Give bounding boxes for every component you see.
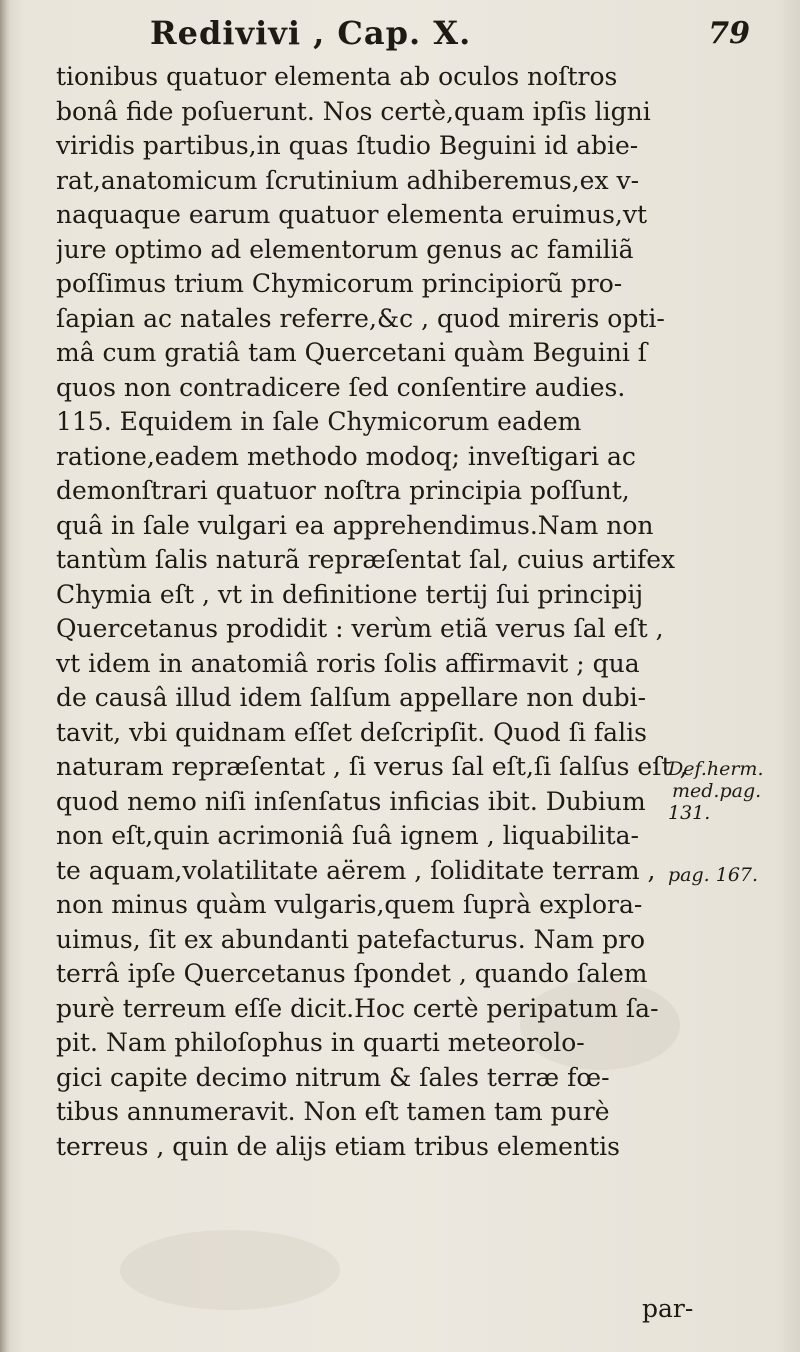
text-line: purè terreum eſſe dicit.Hoc certè peripatum ſa- <box>56 993 659 1023</box>
text-line: Chymia eſt , vt in definitione tertij ſui principij <box>56 579 644 609</box>
margin-note: 131. <box>668 802 711 824</box>
body-text <box>56 60 746 1164</box>
text-line: non minus quàm vulgaris,quem ſuprà explora- <box>56 890 643 919</box>
text-line: viridis partibus,in quas ſtudio Beguini id abie- <box>56 131 639 160</box>
text-line: Quercetanus prodidit : verùm etiã verus ſal eſt , <box>56 614 664 643</box>
running-head: Redivivi , Cap. X. <box>150 14 472 52</box>
margin-note: pag. 167. <box>668 864 759 886</box>
page-gutter <box>0 0 10 1352</box>
text-line: jure optimo ad elementorum genus ac familiã <box>56 234 634 264</box>
page-number: 79 <box>708 16 750 51</box>
text-line: te aquam,volatilitate aërem , ſoliditate terram , <box>56 855 656 885</box>
text-line: de causâ illud idem ſalſum appellare non dubi- <box>56 683 647 712</box>
text-line: mâ cum gratiâ tam Quercetani quàm Beguini ſ <box>56 338 648 367</box>
text-line: pit. Nam philoſophus in quarti meteorolo- <box>56 1028 585 1057</box>
page-header <box>70 14 750 58</box>
text-line: naquaque earum quatuor elementa eruimus,vt <box>56 200 648 229</box>
text-line: rat,anatomicum ſcrutinium adhiberemus,ex v- <box>56 165 640 195</box>
text-line: tionibus quatuor elementa ab oculos noſtros <box>56 62 618 91</box>
text-line: terrâ ipſe Quercetanus ſpondet , quando ſalem <box>56 959 648 988</box>
text-line: 115. Equidem in ſale Chymicorum eadem <box>56 407 582 436</box>
text-line: tantùm ſalis naturã repræſentat ſal, cuius artifex <box>56 545 676 574</box>
text-line: ratione,eadem methodo modoq; inveſtigari ac <box>56 441 636 471</box>
text-line: gici capite decimo nitrum & ſales terræ fœ- <box>56 1062 610 1092</box>
text-line: uimus, ſit ex abundanti patefacturus. Nam pro <box>56 924 646 954</box>
margin-notes <box>668 758 796 886</box>
margin-note: med.pag. <box>672 780 762 802</box>
text-line: naturam repræſentat , ſi verus ſal eſt,ſi ſalſus eſt , <box>56 752 688 781</box>
text-line: tibus annumeravit. Non eſt tamen tam purè <box>56 1097 610 1126</box>
text-line: demonſtrari quatuor noſtra principia poſſunt, <box>56 476 630 505</box>
margin-note: Def.herm. <box>668 758 764 780</box>
text-line: tavit, vbi quidnam eſſet deſcripſit. Quod ſi falis <box>56 717 647 747</box>
catchword: par- <box>642 1294 694 1323</box>
text-line: bonâ fide poſuerunt. Nos certè,quam ipſis ligni <box>56 96 651 126</box>
text-line: quâ in ſale vulgari ea apprehendimus.Nam non <box>56 510 654 540</box>
text-line: poſſimus trium Chymicorum principiorũ pro- <box>56 269 623 298</box>
text-line: non eſt,quin acrimoniâ ſuâ ignem , liquabilita- <box>56 821 639 850</box>
text-line: terreus , quin de alijs etiam tribus elementis <box>56 1131 620 1161</box>
paper-stain <box>120 1230 340 1310</box>
text-line: vt idem in anatomiâ roris ſolis affirmavit ; qua <box>56 648 640 678</box>
text-line: quod nemo niſi inſenſatus inficias ibit. Dubium <box>56 786 646 816</box>
text-line: ſapian ac natales referre,&c , quod mireris opti- <box>56 303 665 333</box>
text-line: quos non contradicere ſed conſentire audies. <box>56 372 626 402</box>
